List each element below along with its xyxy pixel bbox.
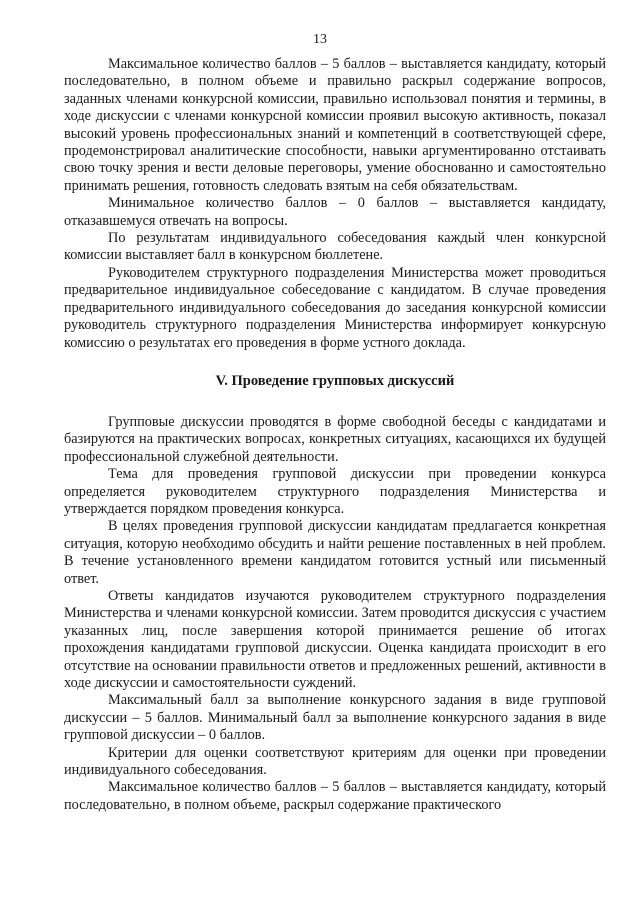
paragraph: Максимальное количество баллов – 5 баллов – выставляется кандидату, который последовательно, в полном объеме и правильно раскрыл содержание вопросов, заданных членами конкурсной комиссии, правильно использовал понятия и термины, в ходе дискуссии с членами конкурсной комиссии проявил высокую активность, показал высокий уровень профессиональных знаний и компетенций в соответствующей сфере, продемонстрировал аналитические способности, навыки аргументированно отстаивать свою точку зрения и вести деловые переговоры, умение обоснованно и самостоятельно принимать решения, готовность следовать взятым на себя обязательствам. [64, 56, 606, 194]
paragraph: По результатам индивидуального собеседования каждый член конкурсной комиссии выставляет балл в конкурсном бюллетене. [64, 230, 606, 264]
paragraph: Максимальное количество баллов – 5 баллов – выставляется кандидату, который последовательно, в полном объеме, раскрыл содержание практического [64, 779, 606, 813]
page-number: 13 [313, 32, 327, 47]
paragraph: Тема для проведения групповой дискуссии при проведении конкурса определяется руководителем структурного подразделения Министерства и утверждается порядком проведения конкурса. [64, 466, 606, 517]
paragraph: Групповые дискуссии проводятся в форме свободной беседы с кандидатами и базируются на практических вопросах, конкретных ситуациях, касающихся их будущей профессиональной служебной деятельности. [64, 413, 606, 465]
section-heading: V. Проведение групповых дискуссий [215, 372, 455, 389]
paragraph: Руководителем структурного подразделения Министерства может проводиться предварительное индивидуальное собеседование с кандидатом. В случае проведения предварительного индивидуального собеседования до заседания конкурсной комиссии руководитель структурного подразделения Министерства информирует конкурсную комиссию о результатах его проведения в форме устного доклада. [64, 264, 606, 351]
paragraph: Критерии для оценки соответствуют критериям для оценки при проведении индивидуального собеседования. [64, 744, 606, 779]
paragraph: Максимальный балл за выполнение конкурсного задания в виде групповой дискуссии – 5 баллов. Минимальный балл за выполнение конкурсного задания в виде групповой дискуссии – 0 баллов. [64, 692, 606, 744]
paragraph: В целях проведения групповой дискуссии кандидатам предлагается конкретная ситуация, которую необходимо обсудить и найти решение поставленных в ней проблем. В течение установленного времени кандидатом готовится устный или письменный ответ. [64, 518, 606, 587]
paragraph: Минимальное количество баллов – 0 баллов – выставляется кандидату, отказавшемуся отвечать на вопросы. [64, 195, 606, 229]
paragraph: Ответы кандидатов изучаются руководителем структурного подразделения Министерства и членами конкурсной комиссии. Затем проводится дискуссия с участием указанных лиц, после завершения которой принимается решение об итогах прохождения кандидатами групповой дискуссии. Оценка кандидата происходит в его отсутствие на основании правильности ответов и предложенных решений, активности в ходе дискуссии и самостоятельности суждений. [64, 587, 606, 691]
